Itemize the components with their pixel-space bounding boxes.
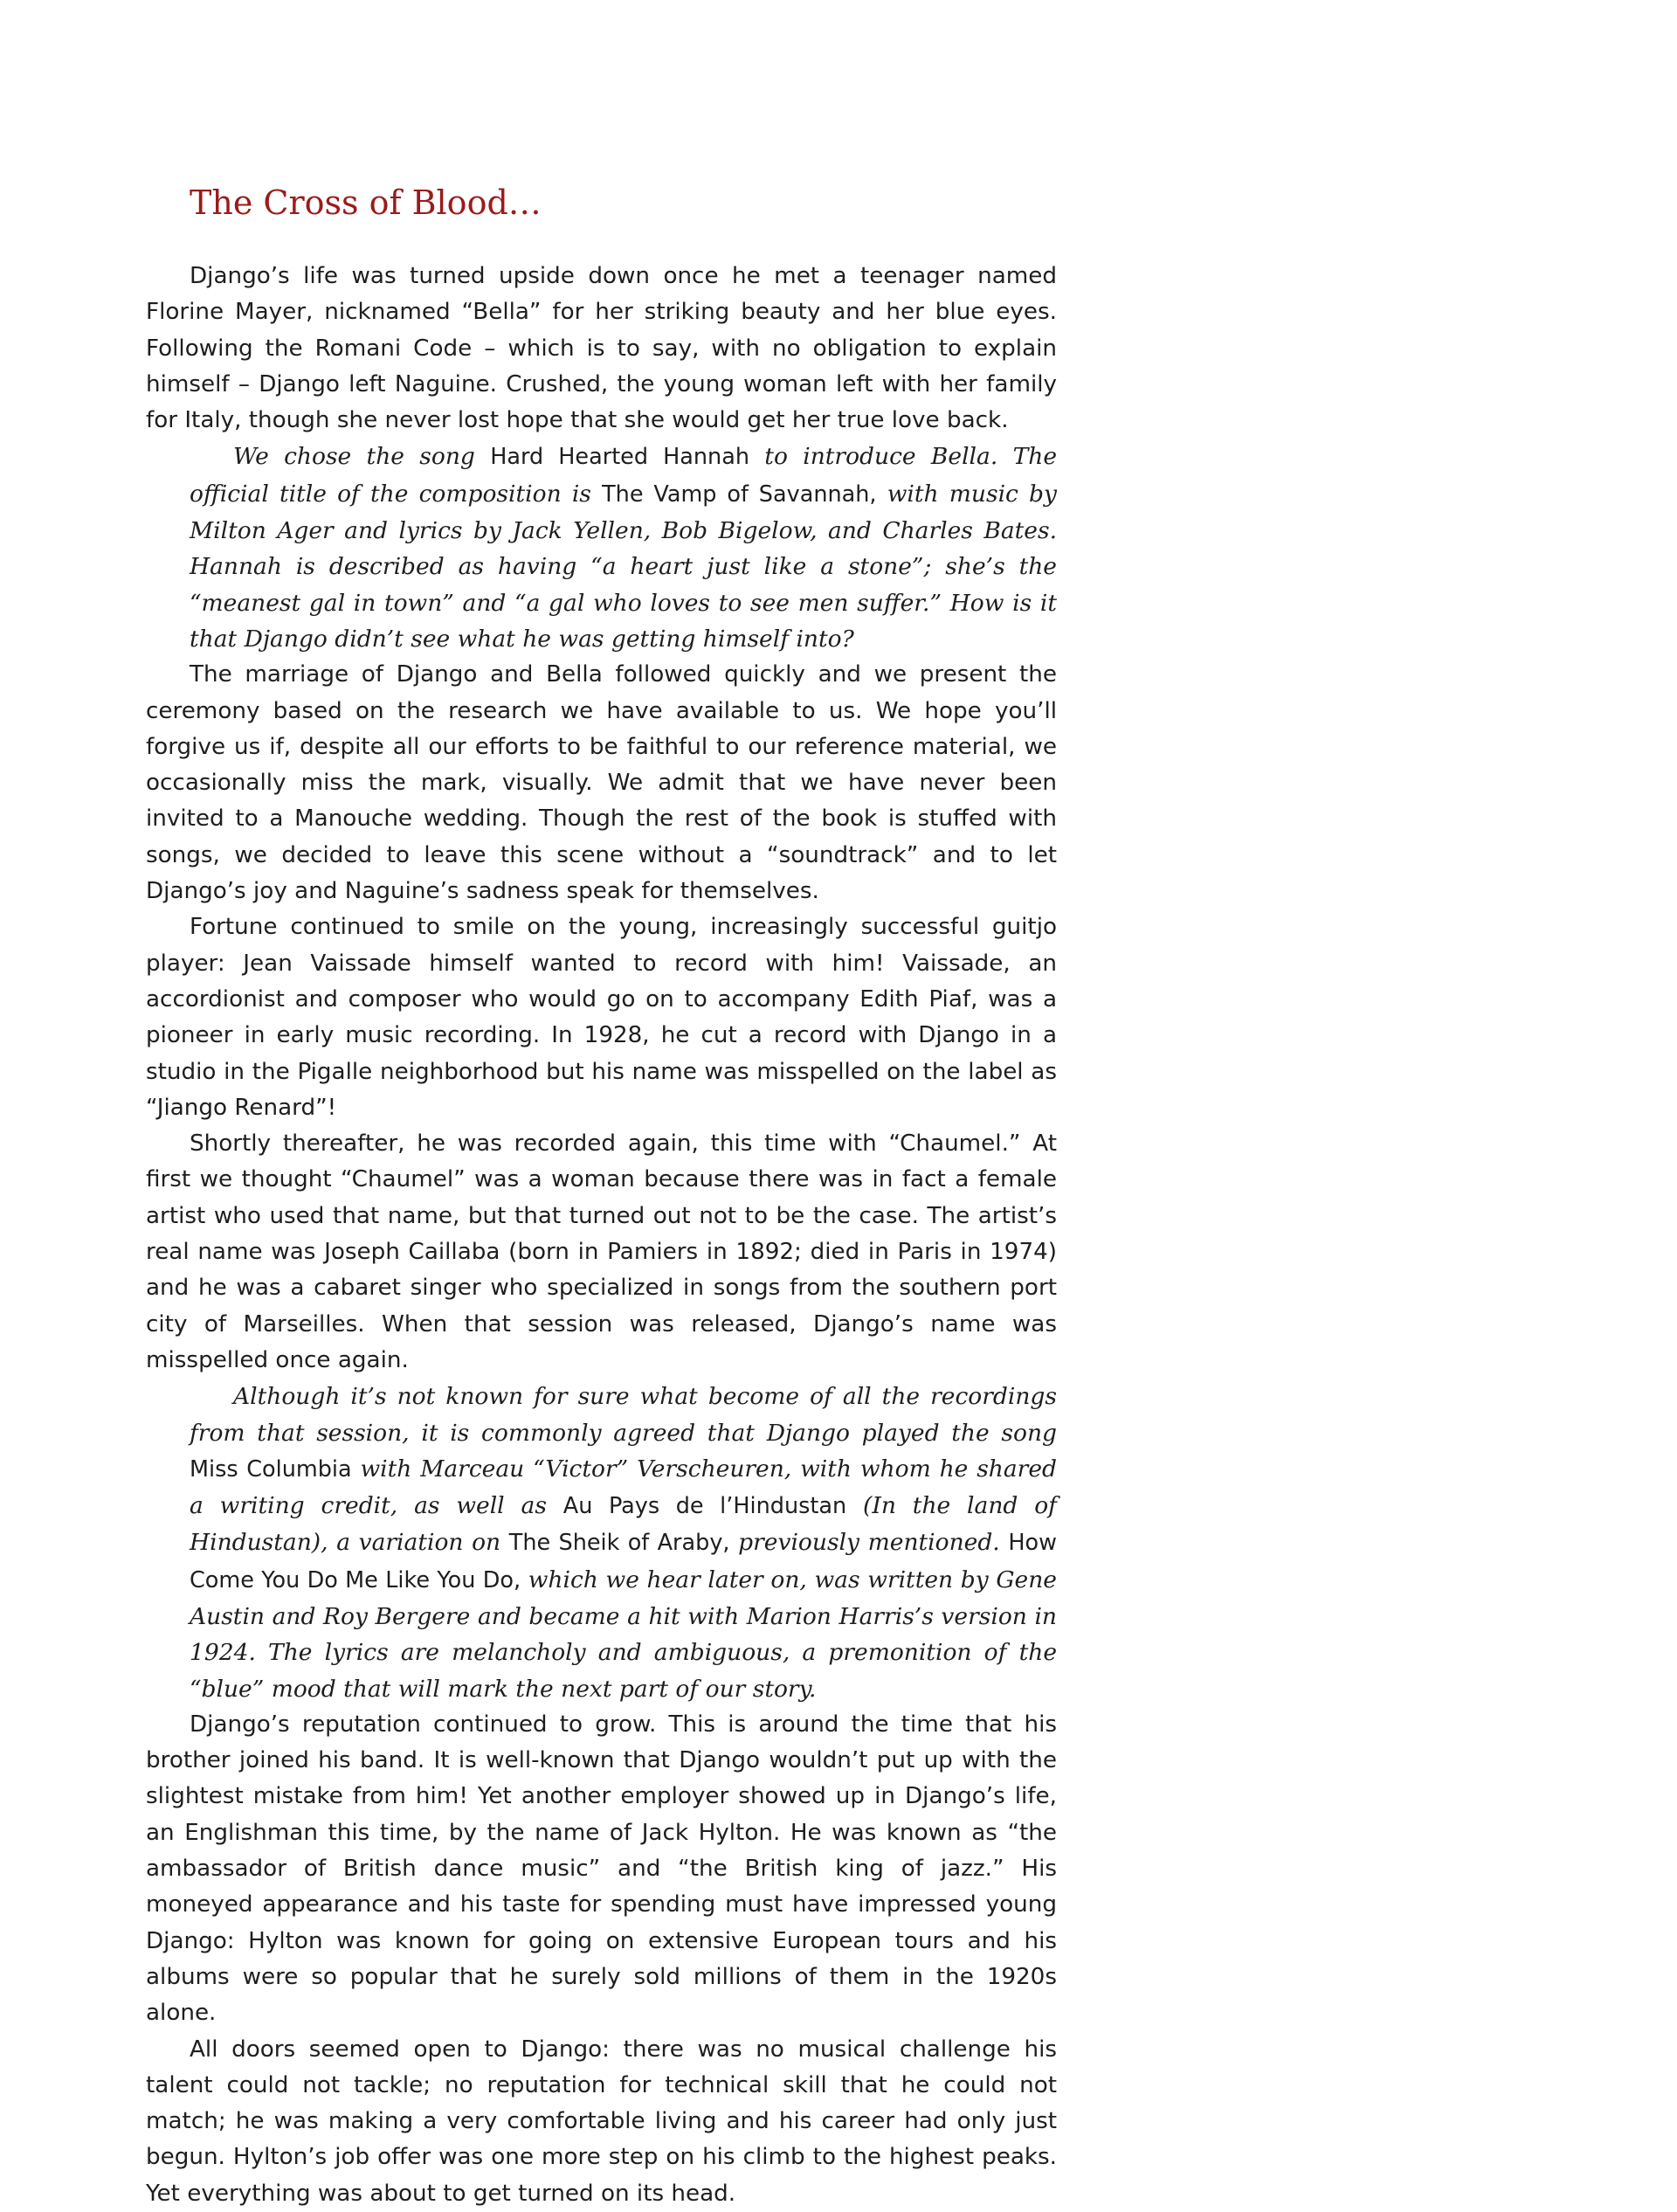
section-title: The Cross of Blood…	[190, 183, 542, 222]
paragraph-1: Django’s life was turned upside down once he met a teenager named Florine Mayer, nicknamed “Bella” for her striking beauty and her blue eyes. Following the Romani Code – which is to say, with no obligation to explain himself – Django left Naguine. Crushed, the young woman left with her family for Italy, though she never lost hope that she would get her true love back.	[146, 263, 1057, 434]
note-text: previously mentioned.	[729, 1529, 1009, 1557]
song-title: Au Pays de l’Hindustan	[562, 1493, 847, 1520]
paragraph-3: Fortune continued to smile on the young, increasingly successful guitjo player: Jean Vaissade himself wanted to record with him! Vaissade, an accordionist and composer who would go on to accompany Edith Piaf, was a pioneer in early music recording. In 1928, he cut a record with Django in a studio in the Pigalle neighborhood but his name was misspelled on the label as “Jiango Renard”!	[146, 914, 1057, 1121]
song-title: Miss Columbia	[190, 1455, 352, 1483]
italic-note-2	[190, 1379, 1057, 1707]
paragraph-6: All doors seemed open to Django: there was no musical challenge his talent could not tackle; no reputation for technical skill that he could not match; he was making a very comfortable living and his career had only just begun. Hylton’s job offer was one more step on his climb to the highest peaks. Yet everything was about to get turned on its head.	[146, 2036, 1057, 2207]
song-title: The Sheik of Araby,	[508, 1530, 730, 1557]
song-title: The Vamp of Savannah,	[602, 480, 877, 508]
note-text: (In the land of Hindustan), a variation on	[190, 1492, 1057, 1557]
paragraph-4: Shortly thereafter, he was recorded again, this time with “Chaumel.” At first we thought “Chaumel” was a woman because there was in fact a female artist who used that name, but that turned out not to be the case. The artist’s real name was Joseph Caillaba (born in Pamiers in 1892; died in Paris in 1974) and he was a cabaret singer who specialized in songs from the southern port city of Marseilles. When that session was released, Django’s name was misspelled once again.	[146, 1130, 1057, 1373]
paragraph-2: The marriage of Django and Bella followed quickly and we present the ceremony based on the research we have available to us. We hope you’ll forgive us if, despite all our efforts to be faithful to our reference material, we occasionally miss the mark, visually. We admit that we have never been invited to a Manouche wedding. Though the rest of the book is stuffed with songs, we decided to leave this scene without a “soundtrack” and to let Django’s joy and Naguine’s sadness speak for themselves.	[146, 661, 1057, 905]
song-title: Hard Hearted Hannah	[490, 444, 749, 471]
paragraph-5: Django’s reputation continued to grow. This is around the time that his brother joined his band. It is well-known that Django wouldn’t put up with the slightest mistake from him! Yet another employer showed up in Django’s life, an Englishman this time, by the name of Jack Hylton. He was known as “the ambassador of British dance music” and “the British king of jazz.” His moneyed appearance and his taste for spending must have impressed young Django: Hylton was known for going on extensive European tours and his albums were so popular that he surely sold millions of them in the 1920s alone.	[146, 1711, 1057, 2027]
song-title: How Come You Do Me Like You Do,	[190, 1530, 1057, 1593]
note-text: with music by Milton Ager and lyrics by Jack Yellen, Bob Bigelow, and Charles Bates. Hannah is described as having “a heart just like a stone”; she’s the “meanest gal in town” and “a gal who loves to see men suffer.” How is it that Django didn’t see what he was getting himself into?	[190, 480, 1057, 653]
note-text: Although it’s not known for sure what become of all the recordings from that session, it is commonly agreed that Django played the song	[190, 1383, 1057, 1447]
italic-note-1	[190, 439, 1057, 657]
note-text: which we hear later on, was written by Gene Austin and Roy Bergere and became a hit with Marion Harris’s version in 1924. The lyrics are melancholy and ambiguous, a premonition of the “blue” mood that will mark the next part of our story.	[190, 1566, 1057, 1703]
note-text: with Marceau “Victor” Verscheuren, with whom he shared a writing credit, as well as	[190, 1455, 1057, 1520]
page-content	[146, 183, 1057, 2212]
note-text: We chose the song	[233, 443, 491, 471]
note-text: to introduce Bella. The official title of the composition is	[190, 443, 1057, 508]
